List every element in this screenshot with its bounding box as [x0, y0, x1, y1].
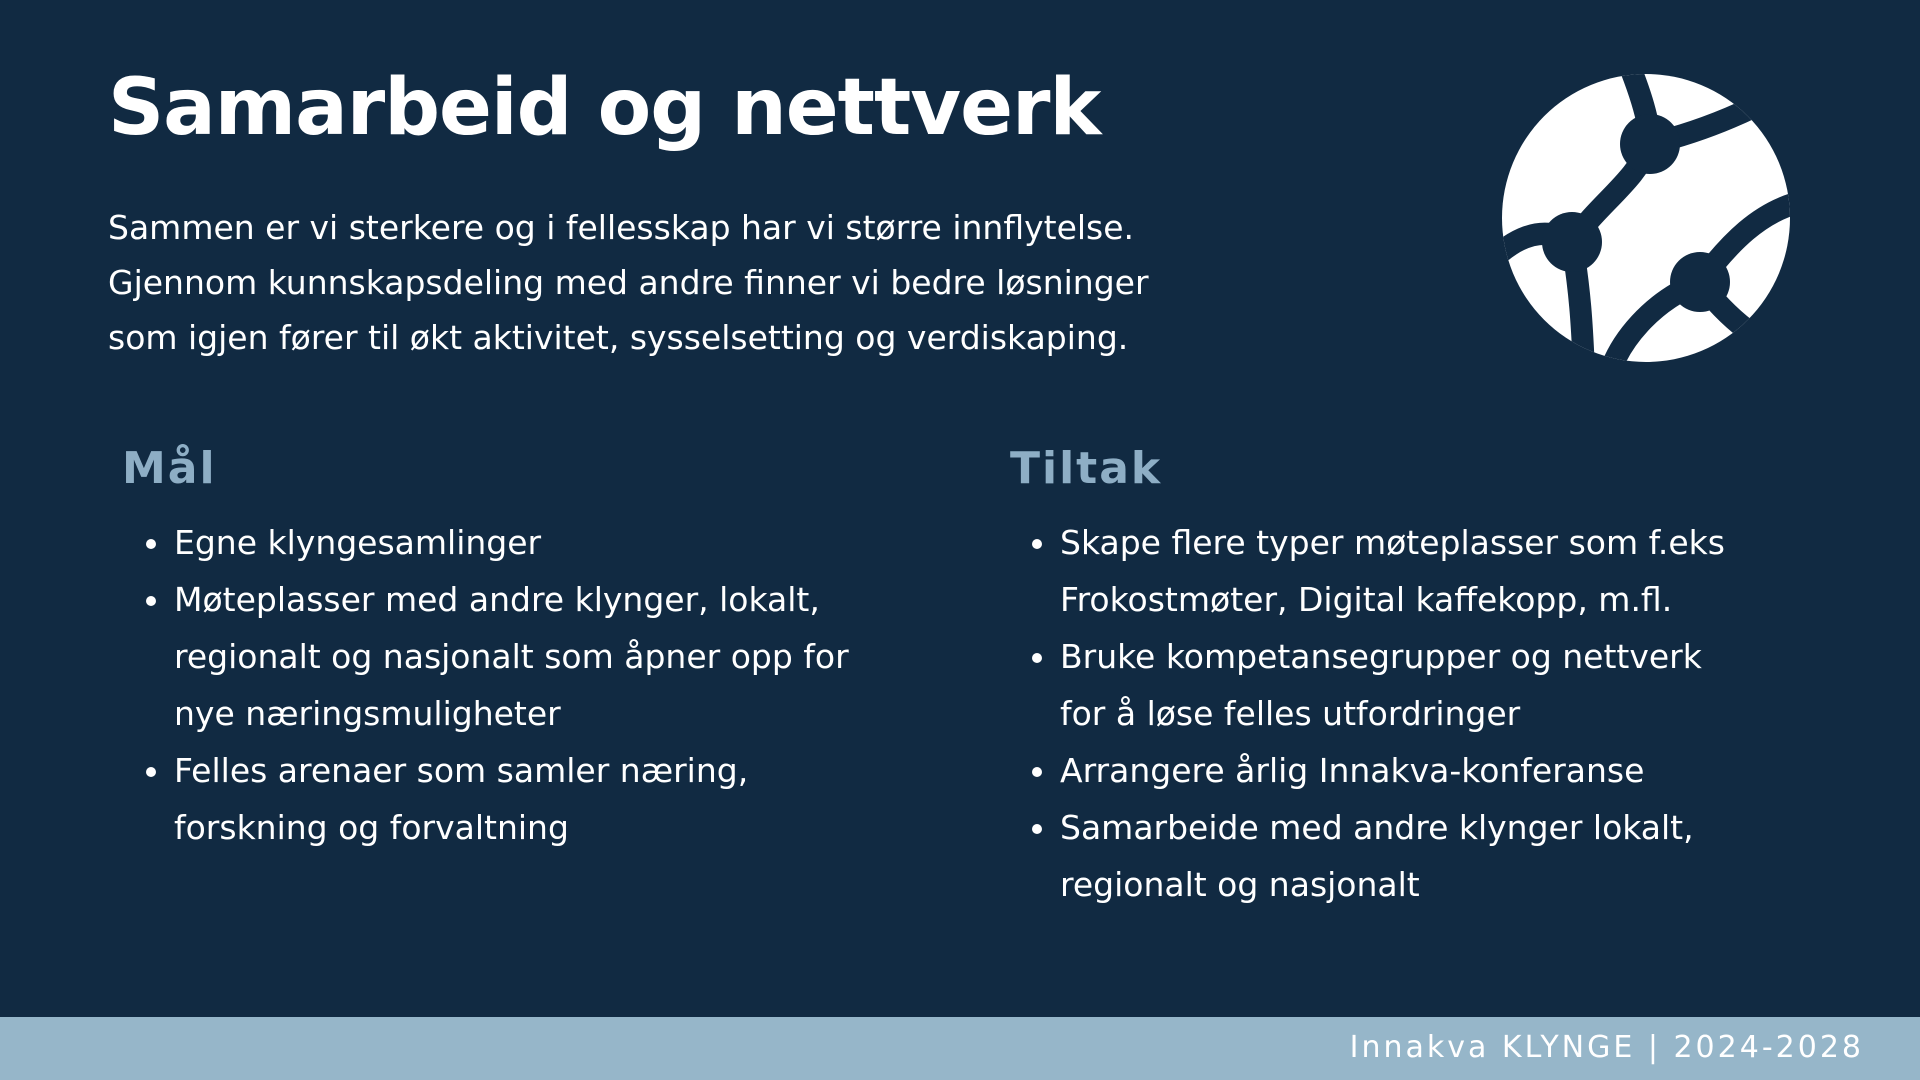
intro-paragraph [108, 200, 1288, 365]
list-item-text: Felles arenaer som samler næring, [174, 751, 749, 790]
measures-list [1008, 514, 1888, 913]
intro-line: Gjennom kunnskapsdeling med andre finner vi bedre løsninger [108, 263, 1149, 302]
bullet-icon [1032, 539, 1042, 549]
list-item-text: Arrangere årlig Innakva-konferanse [1060, 751, 1645, 790]
bullet-icon [1032, 767, 1042, 777]
list-item [122, 571, 982, 742]
goals-list [122, 514, 982, 856]
page-title: Samarbeid og nettverk [108, 63, 1101, 153]
list-item [122, 514, 982, 571]
list-item-text: Møteplasser med andre klynger, lokalt, [174, 580, 820, 619]
footer-band [0, 1017, 1920, 1080]
bullet-icon [146, 767, 156, 777]
footer-text: Innakva KLYNGE | 2024-2028 [1349, 1030, 1864, 1065]
list-item-text: Bruke kompetansegrupper og nettverk [1060, 637, 1702, 676]
list-item [122, 742, 982, 856]
list-item-text: for å løse felles utfordringer [1060, 694, 1521, 733]
list-item [1008, 514, 1888, 628]
list-item-text: regionalt og nasjonalt [1060, 865, 1420, 904]
network-globe-icon [1500, 72, 1792, 364]
list-item [1008, 742, 1888, 799]
bullet-icon [146, 539, 156, 549]
bullet-icon [146, 596, 156, 606]
list-item-text: Egne klyngesamlinger [174, 523, 542, 562]
list-item-text: Skape flere typer møteplasser som f.eks [1060, 523, 1725, 562]
list-item-text: regionalt og nasjonalt som åpner opp for [174, 637, 849, 676]
bullet-icon [1032, 653, 1042, 663]
measures-column [1008, 438, 1888, 913]
measures-heading: Tiltak [1010, 443, 1163, 494]
goals-heading: Mål [122, 443, 217, 494]
list-item-text: Samarbeide med andre klynger lokalt, [1060, 808, 1694, 847]
list-item [1008, 799, 1888, 913]
list-item-text: forskning og forvaltning [174, 808, 569, 847]
list-item [1008, 628, 1888, 742]
list-item-text: Frokostmøter, Digital kaffekopp, m.fl. [1060, 580, 1673, 619]
intro-line: Sammen er vi sterkere og i fellesskap har vi større innflytelse. [108, 208, 1135, 247]
intro-line: som igjen fører til økt aktivitet, sysselsetting og verdiskaping. [108, 318, 1129, 357]
bullet-icon [1032, 824, 1042, 834]
goals-column [122, 438, 982, 856]
list-item-text: nye næringsmuligheter [174, 694, 561, 733]
